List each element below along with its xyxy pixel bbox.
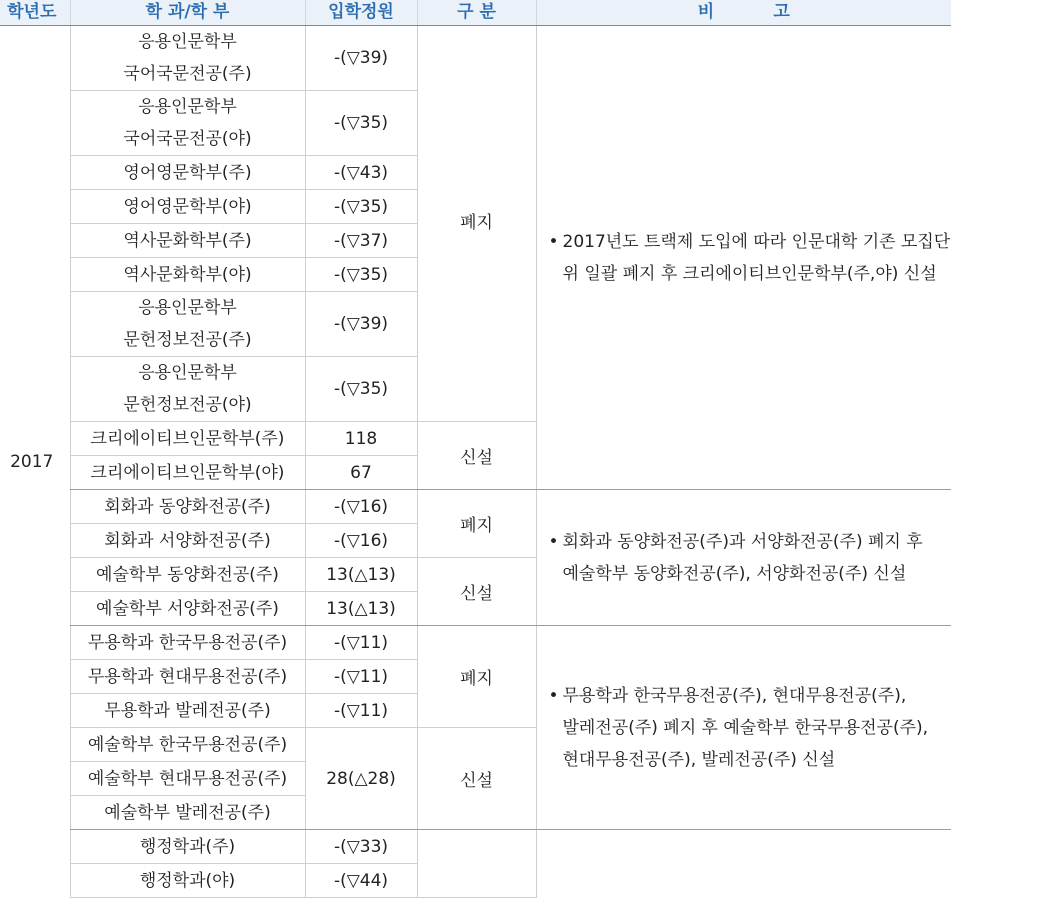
dept-cell: 회화과 서양화전공(주) (70, 524, 305, 558)
quota-cell: -(▽44) (305, 864, 417, 898)
note-cell: • 2017년도 트랙제 도입에 따라 인문대학 기존 모집단 위 일괄 폐지 후 크리에이티브인문학부(주,야) 신설 (536, 26, 951, 490)
dept-cell: 영어영문학부(야) (70, 190, 305, 224)
quota-cell: 67 (305, 456, 417, 490)
quota-cell: -(▽39) (305, 292, 417, 357)
quota-cell: -(▽43) (305, 156, 417, 190)
quota-cell: -(▽33) (305, 830, 417, 864)
dept-cell: 응용인문학부 문헌정보전공(야) (70, 357, 305, 422)
type-cell: 신설 (417, 728, 536, 830)
bullet-icon: • (548, 531, 559, 552)
dept-cell: 예술학부 서양화전공(주) (70, 592, 305, 626)
quota-cell: -(▽35) (305, 357, 417, 422)
quota-cell: -(▽35) (305, 258, 417, 292)
dept-cell: 예술학부 한국무용전공(주) (70, 728, 305, 762)
dept-cell: 영어영문학부(주) (70, 156, 305, 190)
quota-cell: -(▽16) (305, 490, 417, 524)
table-row (0, 26, 951, 91)
quota-cell: 118 (305, 422, 417, 456)
dept-cell: 응용인문학부 국어국문전공(주) (70, 26, 305, 91)
note-cell: • 무용학과 한국무용전공(주), 현대무용전공(주), 발레전공(주) 폐지 후 예술학부 한국무용전공(주), 현대무용전공(주), 발레전공(주) 신설 (536, 626, 951, 830)
dept-cell: 예술학부 동양화전공(주) (70, 558, 305, 592)
type-cell: 폐지 (417, 26, 536, 422)
header-year: 학년도 (0, 0, 70, 26)
year-cell: 2017 (10, 451, 54, 472)
quota-cell: -(▽11) (305, 660, 417, 694)
type-cell (417, 830, 536, 898)
dept-cell: 행정학과(야) (70, 864, 305, 898)
bullet-icon: • (548, 231, 559, 252)
header-quota: 입학정원 (305, 0, 417, 26)
dept-cell: 응용인문학부 국어국문전공(야) (70, 91, 305, 156)
table-row (0, 830, 951, 864)
header-type: 구 분 (417, 0, 536, 26)
dept-cell: 예술학부 현대무용전공(주) (70, 762, 305, 796)
quota-cell: -(▽11) (305, 626, 417, 660)
dept-cell: 무용학과 발레전공(주) (70, 694, 305, 728)
quota-cell: -(▽37) (305, 224, 417, 258)
quota-cell: -(▽35) (305, 190, 417, 224)
quota-cell: 28(△28) (305, 728, 417, 830)
dept-cell: 무용학과 현대무용전공(주) (70, 660, 305, 694)
dept-cell: 역사문화학부(야) (70, 258, 305, 292)
note-cell (536, 830, 951, 898)
quota-cell: 13(△13) (305, 592, 417, 626)
quota-cell: -(▽35) (305, 91, 417, 156)
dept-cell: 역사문화학부(주) (70, 224, 305, 258)
table-row (0, 490, 951, 524)
table-row (0, 626, 951, 660)
quota-cell: -(▽39) (305, 26, 417, 91)
type-cell: 폐지 (417, 626, 536, 728)
quota-cell: -(▽16) (305, 524, 417, 558)
dept-cell: 예술학부 발레전공(주) (70, 796, 305, 830)
quota-cell: -(▽11) (305, 694, 417, 728)
dept-cell: 무용학과 한국무용전공(주) (70, 626, 305, 660)
type-cell: 신설 (417, 422, 536, 490)
header-note: 비 고 (536, 0, 951, 26)
bullet-icon: • (548, 685, 559, 706)
type-cell: 폐지 (417, 490, 536, 558)
dept-cell: 크리에이티브인문학부(주) (70, 422, 305, 456)
dept-cell: 행정학과(주) (70, 830, 305, 864)
dept-cell: 크리에이티브인문학부(야) (70, 456, 305, 490)
dept-cell: 회화과 동양화전공(주) (70, 490, 305, 524)
note-cell: • 회화과 동양화전공(주)과 서양화전공(주) 폐지 후 예술학부 동양화전공(주), 서양화전공(주) 신설 (536, 490, 951, 626)
type-cell: 신설 (417, 558, 536, 626)
dept-cell: 응용인문학부 문헌정보전공(주) (70, 292, 305, 357)
quota-cell: 13(△13) (305, 558, 417, 592)
header-dept: 학 과/학 부 (70, 0, 305, 26)
